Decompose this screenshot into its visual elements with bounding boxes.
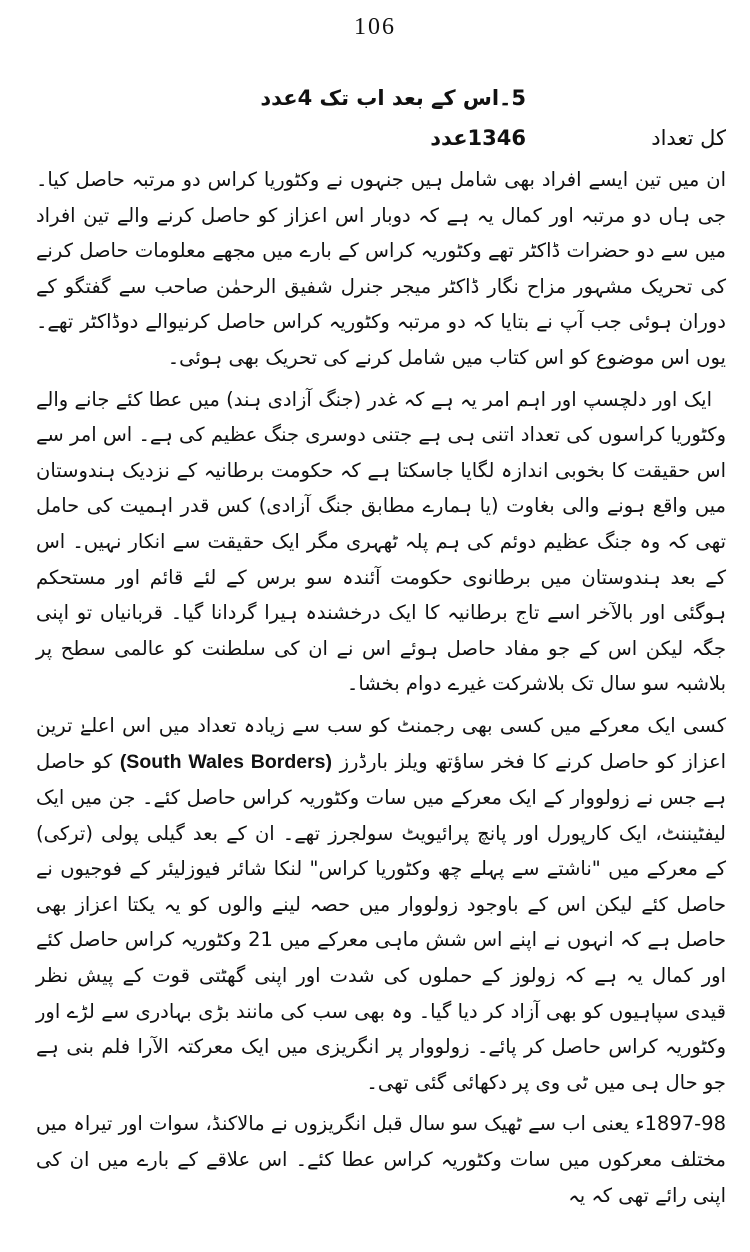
total-label: کل تعداد bbox=[651, 126, 726, 150]
regiment-sentence-end: کو حاصل ہے bbox=[36, 749, 727, 810]
regiment-sentence-start: کسی ایک معرکے میں کسی بھی رجمنٹ کو سب سے زیادہ تعداد میں اس اعلےٰ ترین اعزاز کو حاصل کرنے کا فخر ساؤتھ ویلز بارڈرز bbox=[36, 713, 727, 773]
total-count-row bbox=[36, 118, 726, 158]
zulu-war-text: جس نے زولووار کے ایک معرکے میں سات وکٹوریہ کراس حاصل کئے۔ جن میں ایک لیفٹیننٹ، ایک کارپورل اور پانچ پرائیویٹ سولجرز تھے۔ ان کے بعد گیلی پولی (ترکی) کے معرکے میں "ناشتے سے پہلے چھ وکٹوریا کراس" لنکا شائر فیوزلیئر کے فوجیوں نے حاصل کئے لیکن اس کے باوجود زولووار میں حصہ لینے والوں کو یہ یکتا اعزاز بھی حاصل ہے کہ انہوں نے اپنے اس شش ماہی معرکے میں 21 وکٹوریہ کراس حاصل کئے اور کمال یہ ہے کہ زولوز کے حملوں کی شدت اور اپنی گھٹتی قوت کے پیش نظر قیدی سپاہیوں کو بھی آزاد کر دیا گیا۔ وہ بھی سب کی مانند بڑی بہادری سے لڑے اور وکٹوریہ کراس حاصل کر پائے۔ زولووار پر انگریزی میں ایک معرکتہ الآرا فلم بنی ہے جو حال ہی میں ٹی وی پر دکھائی گئی تھی۔ bbox=[36, 786, 727, 1094]
page-number: 106 bbox=[354, 14, 396, 40]
total-value: 1346عدد bbox=[430, 126, 526, 150]
page-body bbox=[36, 78, 726, 1219]
paragraph-three-double-recipients: ان میں تین ایسے افراد بھی شامل ہیں جنہوں نے وکٹوریا کراس دو مرتبہ حاصل کیا۔ جی ہاں دو مرتبہ اور کمال یہ ہے کہ دوبار اس اعزاز کو حاصل کرنے والے تین افراد میں سے دو حضرات ڈاکٹر تھے وکٹوریہ کراس کے بارے میں مجھے معلومات حاصل کرنے کی تحریک مشہور مزاح نگار ڈاکٹر میجر جنرل شفیق الرحمٰن صاحب سے گفتگو کے دوران ہوئی جب آپ نے بتایا کہ دو مرتبہ وکٹوریہ کراس حاصل کرنیوالے دوڈاکٹر تھے۔ یوں اس موضوع کو اس کتاب میں شامل کرنے کی تحریک بھی ہوئی۔ bbox=[36, 168, 726, 369]
regiment-english-name: (South Wales Borders) bbox=[119, 750, 333, 773]
paragraph-malakand-1897: 1897-98ء یعنی اب سے ٹھیک سو سال قبل انگریزوں نے مالاکنڈ، سوات اور تیراہ میں مختلف معرکوں میں سات وکٹوریہ کراس عطا کئے۔ اس علاقے کے بارے میں ان کی اپنی رائے تھی کہ یہ bbox=[36, 1112, 726, 1207]
paragraph-south-wales-borders bbox=[36, 708, 726, 1101]
section-heading: 5۔اس کے بعد اب تک 4عدد bbox=[260, 86, 526, 110]
paragraph-mutiny-crosses: ایک اور دلچسپ اور اہم امر یہ ہے کہ غدر (جنگ آزادی ہند) میں عطا کئے جانے والے وکٹوریا کراسوں کی تعداد اتنی ہی ہے جتنی دوسری جنگ عظیم کی ہے۔ اس امر سے اس حقیقت کا بخوبی اندازہ لگایا جاسکتا ہے کہ حکومت برطانیہ کے نزدیک ہندوستان میں واقع ہونے والی بغاوت (یا ہمارے مطابق جنگ آزادی) کس قدر اہمیت کی حامل تھی کہ وہ جنگ عظیم دوئم کی ہم پلہ ٹھہری مگر ایک حقیقت سے انکار نہیں۔ اس کے بعد ہندوستان میں برطانوی حکومت آئندہ سو برس کے لئے قائم اور مستحکم ہوگئی اور بالآخر اسے تاج برطانیہ کا ایک درخشندہ ہیرا گردانا گیا۔ قربانیاں تو اپنی جگہ لیکن اس کے جو مفاد حاصل ہوئے اس نے ان کی سلطنت کو عالمی سطح پر بلاشبہ سو سال تک بلاشرکت غیرے دوام بخشا۔ bbox=[36, 387, 726, 696]
